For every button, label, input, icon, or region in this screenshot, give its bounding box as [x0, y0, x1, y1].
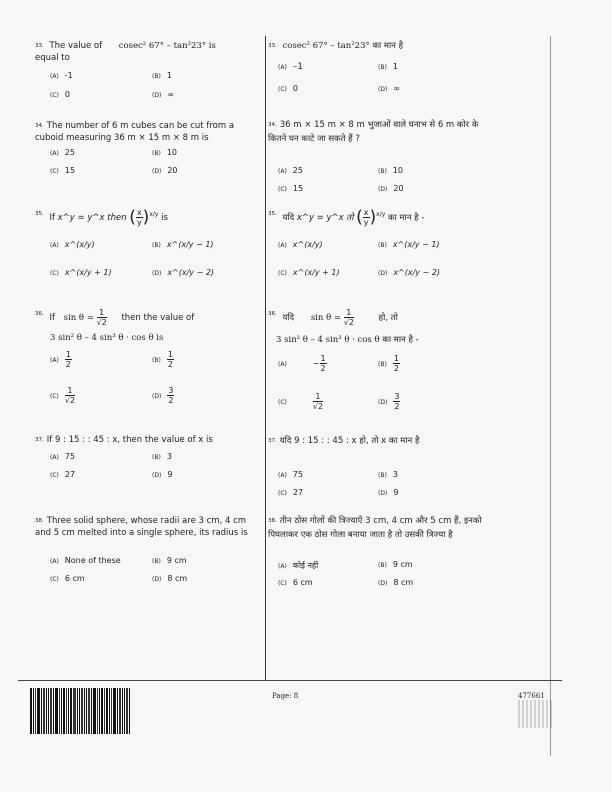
option-b: (B) 9 cm [152, 556, 187, 565]
question-text: If 9 : 15 : : 45 : x, then the value of x is [46, 435, 213, 445]
option-b: (B) $\frac{1}{2}$ [378, 354, 399, 373]
question-34-en: $^{34.}$ The number of 6 m cubes can be cut from a cuboid measuring 36 m × 15 m × 8 m is [35, 121, 235, 143]
option-b: (B) 3 [152, 452, 172, 461]
option-d: (D) 8 cm [378, 578, 414, 587]
option-c: (C) 27 [278, 488, 304, 497]
option-a: (A) x^(x/y) [278, 240, 323, 249]
option-a: (A) x^(x/y) [50, 240, 95, 249]
option-c: (C) 6 cm [278, 578, 313, 587]
question-34-hi: $^{34.}$ 36 m × 15 m × 8 m भुजाओं वाले घनाभ से 6 m कोर के कितने घन काटे जा सकते हैं ? [268, 120, 479, 144]
option-b: (B) $\frac{1}{2}$ [152, 350, 173, 369]
option-b: (B) 10 [152, 148, 177, 157]
question-35-en: $^{35.}$ If x^y = y^x then ( $\frac{x}{y}$ )$^{x/y}$ is [35, 207, 168, 228]
option-d: (D) $\frac{3}{2}$ [152, 386, 174, 405]
question-35-hi: $^{35.}$ यदि x^y = y^x तो ( $\frac{x}{y}$ )$^{x/y}$ का मान है - [268, 207, 425, 228]
question-text: यदि 9 : 15 : : 45 : x हो, तो x का मान है [279, 436, 420, 446]
question-number: 33. [35, 43, 44, 49]
option-d: (D) 9 [152, 470, 173, 479]
option-a: (A) कोई नहीं [278, 561, 319, 570]
option-b: (B) 1 [152, 71, 172, 80]
option-c: (C) $\frac{1}{√2}$ [50, 386, 76, 405]
option-d: (D) $\frac{3}{2}$ [378, 392, 400, 411]
question-33-en [35, 40, 260, 64]
paper-code: 477661 [518, 692, 545, 700]
option-b: (B) x^(x/y − 1) [378, 240, 440, 249]
question-text: The number of 6 m cubes can be cut from a cuboid measuring 36 m × 15 m × 8 m is [35, 121, 235, 143]
option-a: (A) 75 [278, 470, 303, 479]
option-d: (D) x^(x/y − 2) [378, 268, 441, 277]
barcode-graphic [30, 688, 132, 734]
math-expression: cosec² 67° – tan²23° [282, 41, 370, 51]
option-c: (C) 27 [50, 470, 76, 479]
question-36-hi-expr: 3 sin² θ – 4 sin³ θ · cos θ का मान है - [276, 335, 419, 345]
question-37-hi: $^{37.}$ यदि 9 : 15 : : 45 : x हो, तो x का मान है [268, 436, 420, 446]
option-b: (B) 1 [378, 62, 398, 71]
option-d: (D) 9 [378, 488, 399, 497]
option-b: (B) 10 [378, 166, 403, 175]
question-text: तीन ठोस गोलों की त्रिज्याएँ 3 cm, 4 cm और 5 cm हैं, इनको पिघलाकर एक ठोस गोला बनाया जाता है तो उसकी त्रिज्या है [268, 516, 482, 540]
page-edge-rule [550, 36, 551, 756]
math-expression: x^y = y^x तो [296, 213, 354, 223]
option-b: (B) 3 [378, 470, 398, 479]
math-expression: x^y = y^x then [57, 213, 127, 223]
option-c: (C) x^(x/y + 1) [50, 268, 112, 277]
question-33-hi: $^{33.}$ cosec² 67° – tan²23° का मान है [268, 41, 404, 51]
option-d: (D) 20 [152, 166, 178, 175]
math-expression: cosec² 67° – tan²23° is [118, 41, 216, 51]
question-37-en: $^{37.}$ If 9 : 15 : : 45 : x, then the value of x is [35, 435, 213, 445]
question-38-hi: $^{38.}$ तीन ठोस गोलों की त्रिज्याएँ 3 cm, 4 cm और 5 cm हैं, इनको पिघलाकर एक ठोस गोला बनाया जाता है तो उसकी त्रिज्या है [268, 516, 482, 540]
question-36-expr: 3 sin² θ – 4 sin³ θ · cos θ is [50, 333, 164, 343]
option-d: (D) ∞ [152, 90, 174, 99]
column-divider [265, 36, 266, 680]
option-d: (D) ∞ [378, 84, 400, 93]
question-text: Three solid sphere, whose radii are 3 cm, 4 cm and 5 cm melted into a single sphere, its radius is [35, 516, 248, 538]
question-text: The value of [49, 41, 103, 51]
question-38-en: $^{38.}$ Three solid sphere, whose radii are 3 cm, 4 cm and 5 cm melted into a single sphere, its radius is [35, 516, 248, 538]
page-number: Page: 8 [272, 692, 299, 700]
question-text: 36 m × 15 m × 8 m भुजाओं वाले घनाभ से 6 m कोर के कितने घन काटे जा सकते हैं ? [268, 120, 479, 144]
option-c: (C) 6 cm [50, 574, 85, 583]
option-c: (C) $\frac{1}{√2}$ [278, 392, 324, 411]
footer-rule [18, 680, 562, 681]
option-c: (C) x^(x/y + 1) [278, 268, 340, 277]
option-c: (C) 0 [50, 90, 70, 99]
question-text-tail: equal to [35, 53, 70, 63]
option-a: (A) None of these [50, 556, 121, 565]
option-a: (A) 75 [50, 452, 75, 461]
option-a: (A) -1 [50, 71, 73, 80]
question-text-tail: का मान है [372, 41, 404, 51]
option-a: (A) 25 [50, 148, 75, 157]
option-c: (C) 0 [278, 84, 298, 93]
option-c: (C) 15 [278, 184, 304, 193]
option-a: (A) 25 [278, 166, 303, 175]
question-36-hi: $^{36.}$ यदि sin θ = $\frac{1}{√2}$ हो, तो [268, 308, 398, 327]
option-b: (B) 9 cm [378, 560, 413, 569]
faint-barcode-mark [518, 700, 552, 728]
option-d: (D) 20 [378, 184, 404, 193]
option-c: (C) 15 [50, 166, 76, 175]
option-d: (D) 8 cm [152, 574, 188, 583]
question-36-en: $^{36.}$ If sin θ = $\frac{1}{√2}$ then the value of [35, 308, 195, 327]
option-b: (B) x^(x/y − 1) [152, 240, 214, 249]
option-a: (A) –1 [278, 62, 304, 72]
option-d: (D) x^(x/y − 2) [152, 268, 215, 277]
option-a: (A) − $\frac{1}{2}$ [278, 354, 326, 373]
option-a: (A) $\frac{1}{2}$ [50, 350, 71, 369]
